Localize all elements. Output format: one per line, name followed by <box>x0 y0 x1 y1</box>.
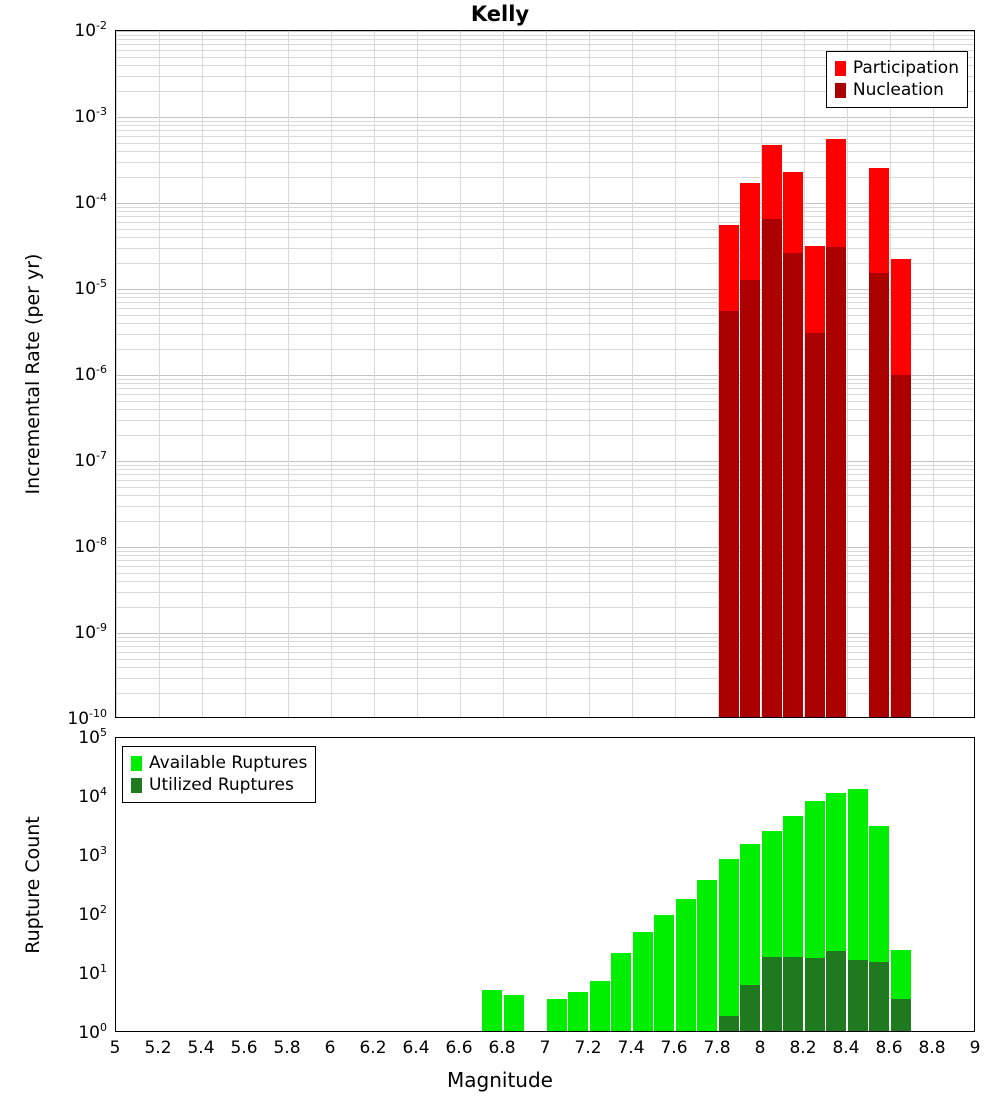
legend-swatch-participation <box>835 61 846 76</box>
bar-available-ruptures <box>697 880 717 1031</box>
bar-nucleation <box>805 333 825 717</box>
y-axis-tick-label: $10^3$ <box>78 844 107 866</box>
y-axis-tick-label: $10^0$ <box>78 1021 107 1043</box>
bar-nucleation <box>719 311 739 717</box>
x-axis-tick-label: 8.4 <box>832 1038 860 1058</box>
bar-available-ruptures <box>568 992 588 1031</box>
legend-label-nucleation: Nucleation <box>852 80 944 100</box>
x-axis-tick-label: 5.4 <box>187 1038 215 1058</box>
y-axis-tick-label: $10^2$ <box>78 903 107 925</box>
x-axis-tick-label: 8.8 <box>918 1038 946 1058</box>
bar-utilized-ruptures <box>805 958 825 1031</box>
y-axis-tick-label: $10^{-5}$ <box>74 277 107 299</box>
y-axis-tick-label: $10^1$ <box>78 962 107 984</box>
bar-utilized-ruptures <box>848 960 868 1031</box>
legend-swatch-utilized-ruptures <box>131 778 142 793</box>
legend-swatch-available-ruptures <box>131 756 142 771</box>
legend-label-available-ruptures: Available Ruptures <box>149 753 308 773</box>
x-axis-tick-label: 6.4 <box>402 1038 430 1058</box>
legend-swatch-nucleation <box>835 83 846 98</box>
x-axis-tick-label: 5.6 <box>230 1038 258 1058</box>
x-axis-tick-label: 6 <box>324 1038 336 1058</box>
y-axis-tick-label: $10^{-3}$ <box>74 105 107 127</box>
bar-available-ruptures <box>590 981 610 1031</box>
x-axis-tick-label: 5.2 <box>144 1038 172 1058</box>
incremental-rate-plot <box>115 30 975 718</box>
x-axis-tick-label: 8.2 <box>789 1038 817 1058</box>
bar-utilized-ruptures <box>891 999 911 1031</box>
legend-item-nucleation <box>835 79 959 101</box>
bar-available-ruptures <box>633 932 653 1031</box>
y-axis-tick-label: $10^{-4}$ <box>74 191 107 213</box>
bar-available-ruptures <box>611 953 631 1031</box>
bar-utilized-ruptures <box>783 957 803 1031</box>
bar-utilized-ruptures <box>826 951 846 1031</box>
legend-rupture-count <box>122 746 316 803</box>
bar-available-ruptures <box>654 915 674 1031</box>
x-axis-tick-label: 7.8 <box>703 1038 731 1058</box>
x-axis-tick-label: 7 <box>539 1038 551 1058</box>
y-axis-tick-label: $10^{-2}$ <box>74 19 107 41</box>
legend-label-utilized-ruptures: Utilized Ruptures <box>149 775 294 795</box>
y-axis-tick-label: $10^5$ <box>78 726 107 748</box>
y-axis-label-top: Incremental Rate (per yr) <box>22 253 44 495</box>
bar-utilized-ruptures <box>719 1016 739 1031</box>
x-axis-tick-label: 7.4 <box>617 1038 645 1058</box>
bar-utilized-ruptures <box>762 957 782 1031</box>
y-axis-tick-label: $10^4$ <box>78 785 107 807</box>
y-axis-label-bottom: Rupture Count <box>22 815 44 954</box>
legend-item-participation <box>835 57 959 79</box>
x-axis-tick-label: 8.6 <box>875 1038 903 1058</box>
page-title: Kelly <box>470 2 530 26</box>
bar-utilized-ruptures <box>740 985 760 1031</box>
bar-available-ruptures <box>482 990 502 1031</box>
bar-utilized-ruptures <box>869 962 889 1031</box>
x-axis-tick-label: 5.8 <box>273 1038 301 1058</box>
x-axis-tick-label: 6.2 <box>359 1038 387 1058</box>
bar-nucleation <box>783 253 803 717</box>
bar-nucleation <box>762 219 782 717</box>
bar-nucleation <box>826 247 846 717</box>
y-axis-tick-label: $10^{-8}$ <box>74 535 107 557</box>
y-axis-tick-label: $10^{-7}$ <box>74 449 107 471</box>
x-axis-tick-label: 7.2 <box>574 1038 602 1058</box>
bar-nucleation <box>891 375 911 717</box>
x-axis-tick-label: 8 <box>754 1038 766 1058</box>
x-axis-label: Magnitude <box>447 1068 553 1092</box>
bar-available-ruptures <box>504 995 524 1031</box>
legend-incremental-rate <box>826 51 968 108</box>
x-axis-tick-label: 9 <box>969 1038 981 1058</box>
rupture-count-plot <box>115 737 975 1032</box>
bar-nucleation <box>869 273 889 717</box>
legend-label-participation: Participation <box>852 58 959 78</box>
bar-available-ruptures <box>676 899 696 1031</box>
bar-available-ruptures <box>547 999 567 1031</box>
x-axis-tick-label: 7.6 <box>660 1038 688 1058</box>
legend-item-available-ruptures <box>131 752 307 774</box>
y-axis-tick-label: $10^{-9}$ <box>74 621 107 643</box>
y-axis-tick-label: $10^{-6}$ <box>74 363 107 385</box>
y-axis-tick-label: $10^{-10}$ <box>67 707 107 729</box>
bars-incremental-rate <box>116 31 974 717</box>
x-axis-tick-label: 6.6 <box>445 1038 473 1058</box>
bar-nucleation <box>740 280 760 717</box>
x-axis-tick-label: 5 <box>109 1038 121 1058</box>
legend-item-utilized-ruptures <box>131 774 307 796</box>
x-axis-tick-label: 6.8 <box>488 1038 516 1058</box>
bar-available-ruptures <box>719 859 739 1031</box>
